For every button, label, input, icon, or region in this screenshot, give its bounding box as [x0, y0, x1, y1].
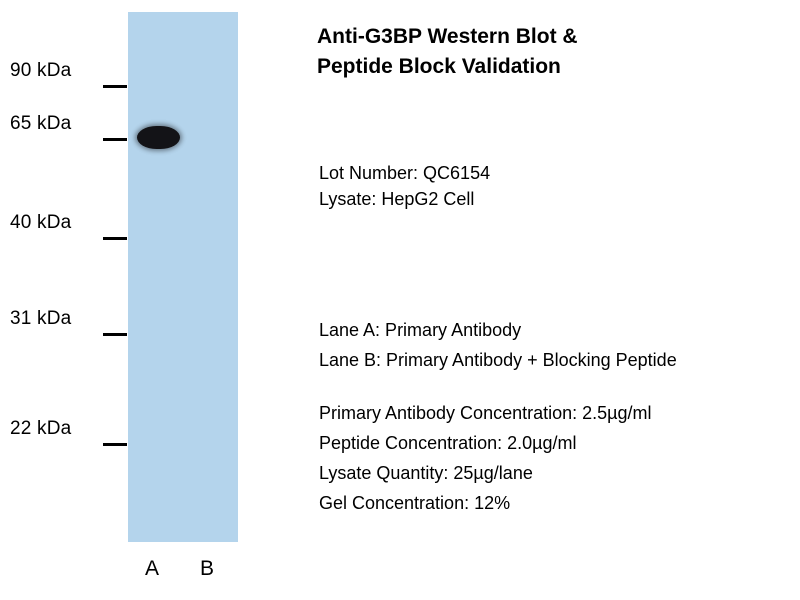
lot-number-text: Lot Number: QC6154: [319, 163, 491, 183]
conditions-block: [319, 398, 652, 518]
lane-label-b: B: [200, 557, 215, 580]
blot-membrane: [128, 12, 238, 542]
mw-marker-tick-65: [103, 138, 127, 141]
figure-title-line-1: Anti-G3BP Western Blot &: [317, 25, 578, 48]
mw-marker-label-65: 65 kDa: [10, 113, 72, 134]
figure-title: [317, 22, 787, 82]
mw-marker-label-22: 22 kDa: [10, 418, 72, 439]
protein-band-lane-a: [137, 126, 180, 149]
mw-marker-label-40: 40 kDa: [10, 212, 72, 233]
lane-legend-block: [319, 315, 677, 375]
mw-marker-tick-40: [103, 237, 127, 240]
primary-antibody-concentration-text: Primary Antibody Concentration: 2.5µg/ml: [319, 403, 652, 423]
mw-marker-label-90: 90 kDa: [10, 60, 72, 81]
gel-concentration-text: Gel Concentration: 12%: [319, 493, 511, 513]
mw-marker-tick-31: [103, 333, 127, 336]
mw-marker-label-31: 31 kDa: [10, 308, 72, 329]
figure-title-line-2: Peptide Block Validation: [317, 55, 561, 78]
lysate-text: Lysate: HepG2 Cell: [319, 189, 475, 209]
lane-b-description: Lane B: Primary Antibody + Blocking Peptide: [319, 350, 677, 370]
lysate-quantity-text: Lysate Quantity: 25µg/lane: [319, 463, 533, 483]
peptide-concentration-text: Peptide Concentration: 2.0µg/ml: [319, 433, 577, 453]
mw-marker-tick-90: [103, 85, 127, 88]
lane-label-a: A: [145, 557, 160, 580]
mw-marker-tick-22: [103, 443, 127, 446]
lane-a-description: Lane A: Primary Antibody: [319, 320, 522, 340]
sample-info-block: [319, 160, 490, 212]
